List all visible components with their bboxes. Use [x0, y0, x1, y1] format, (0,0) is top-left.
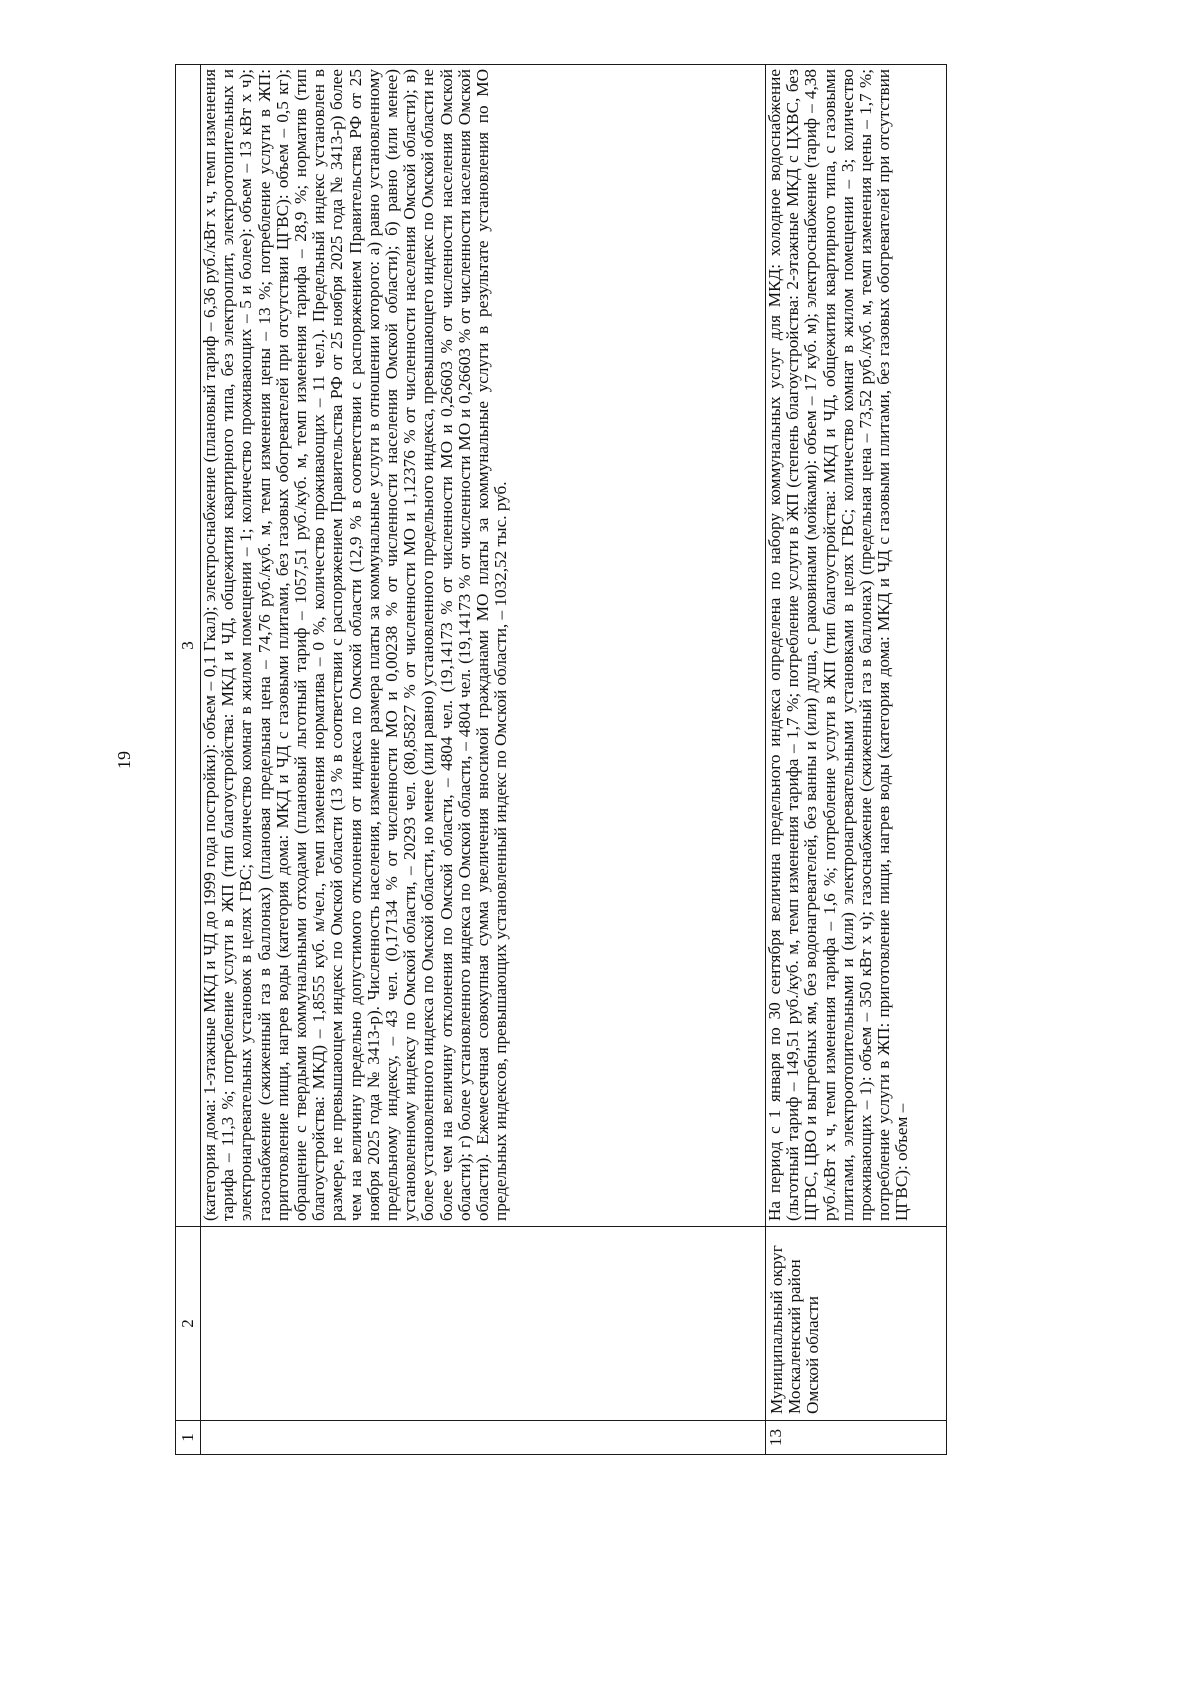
- column-header-2: 2: [176, 1227, 201, 1421]
- municipality-cell: Муниципальный округ Москаленский район Омской области: [766, 1227, 947, 1421]
- page-number: 19: [114, 751, 134, 769]
- table-header-row: [176, 65, 201, 1455]
- table-row: [766, 65, 947, 1455]
- table-row: [201, 65, 766, 1455]
- description-cell: На период с 1 января по 30 сентября величина предельного индекса определена по набору коммунальных услуг для МКД: холодное водоснабжение (льготный тариф – 149,51 руб./куб. м, темп изменения тарифа – 1,7 %; потребление услуги в ЖП (степень благоустройства: 2-этажные МКД с ЦХВС, без ЦГВС, ЦВО и выгребных ям, без водонагревателей, без ванны и (или) душа, с раковинами (мойками): объем – 17 куб. м); электроснабжение (тариф – 4,38 руб./кВт х ч, темп изменения тарифа – 1,6 %; потребление услуги в ЖП (тип благоустройства: МКД и ЧД, общежития квартирного типа, с газовыми плитами, электроотопительными и (или) электронагревательными установками в целях ГВС; количество комнат в жилом помещении – 3; количество проживающих – 1): объем – 350 кВт х ч); газоснабжение (сжиженный газ в баллонах) (предельная цена – 73,52 руб./куб. м, темп изменения цены – 1,7 %; потребление услуги в ЖП: приготовление пищи, нагрев воды (категория дома: МКД и ЧД с газовыми плитами, без газовых обогревателей при отсутствии ЦГВС): объем –: [766, 65, 947, 1227]
- column-header-1: 1: [176, 1421, 201, 1455]
- data-table: [175, 64, 947, 1455]
- column-header-3: 3: [176, 65, 201, 1227]
- rotated-page: [114, 65, 941, 1455]
- row-number-cell: [201, 1421, 766, 1455]
- municipality-cell: [201, 1227, 766, 1421]
- row-number-cell: 13: [766, 1421, 947, 1455]
- description-cell: (категория дома: 1-этажные МКД и ЧД до 1999 года постройки): объем – 0,1 Гкал); электроснабжение (плановый тариф – 6,36 руб./кВт х ч, темп изменения тарифа – 11,3 %; потребление услуги в ЖП (тип благоустройства: МКД и ЧД, общежития квартирного типа, без электроплит, электроотопительных и электронагревательных установок в целях ГВС; количество комнат в жилом помещении – 1; количество проживающих – 5 и более): объем – 13 кВт х ч); газоснабжение (сжиженный газ в баллонах) (плановая предельная цена – 74,76 руб./куб. м, темп изменения цены – 13 %; потребление услуги в ЖП: приготовление пищи, нагрев воды (категория дома: МКД и ЧД с газовыми плитами, без газовых обогревателей при отсутствии ЦГВС): объем – 0,5 кг); обращение с твердыми коммунальными отходами (плановый льготный тариф – 1057,51 руб./куб. м, темп изменения тарифа – 28,9 %; норматив (тип благоустройства: МКД) – 1,8555 куб. м/чел., темп изменения норматива – 0 %, количество проживающих – 11 чел.). Предельный индекс установлен в размере, не превышающем индекс по Омской области (13 % в соответствии с распоряжением Правительства РФ от 25 ноября 2025 года № 3413-р) более чем на величину предельно допустимого отклонения от индекса по Омской области (12,9 % в соответствии с распоряжением Правительства РФ от 25 ноября 2025 года № 3413-р). Численность населения, изменение размера платы за коммунальные услуги в отношении которого: а) равно установленному предельному индексу, – 43 чел. (0,17134 % от численности МО и 0,00238 % от численности населения Омской области); б) равно (или менее) установленному индексу по Омской области, – 20293 чел. (80,85827 % от численности МО и 1,12376 % от численности населения Омской области); в) более установленного индекса по Омской области, но менее (или равно) установленного предельного индекса, превышающего индекс по Омской области не более чем на величину отклонения по Омской области, – 4804 чел. (19,14173 % от численности МО и 0,26603 % от численности населения Омской области); г) более установленного индекса по Омской области, – 4804 чел. (19,14173 % от численности МО и 0,26603 % от численности населения Омской области). Ежемесячная совокупная сумма увеличения вносимой гражданами МО платы за коммунальные услуги в результате установления по МО предельных индексов, превышающих установленный индекс по Омской области, – 1032,52 тыс. руб.: [201, 65, 766, 1227]
